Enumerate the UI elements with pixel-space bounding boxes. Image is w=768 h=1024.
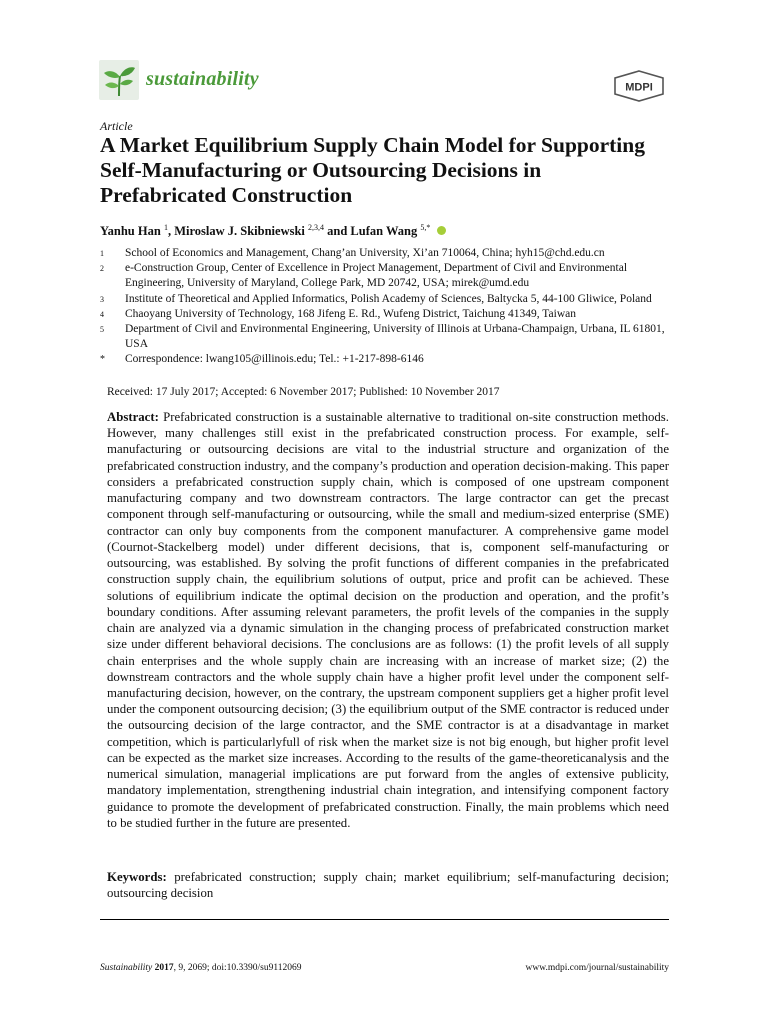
mdpi-logo-icon — [612, 70, 666, 102]
affiliation-text: Institute of Theoretical and Applied Informatics, Polish Academy of Sciences, Baltycka 5, 44-100 Gliwice, Poland — [125, 292, 652, 305]
affiliation-number: 3 — [100, 294, 104, 304]
publisher-name: MDPI — [625, 81, 653, 94]
author-affiliation-mark: 1 — [163, 223, 168, 232]
footer-doi: , 9, 2069; doi:10.3390/su9112069 — [173, 963, 302, 973]
author-name: Yanhu Han — [100, 224, 161, 238]
publication-dates: Received: 17 July 2017; Accepted: 6 November 2017; Published: 10 November 2017 — [107, 386, 500, 398]
affiliation-text: Correspondence: lwang105@illinois.edu; Tel.: +1-217-898-6146 — [125, 353, 424, 366]
sustainability-leaf-logo-icon — [99, 60, 139, 100]
affiliation-number: 4 — [100, 309, 104, 319]
abstract — [107, 409, 669, 831]
affiliation-number: * — [100, 354, 105, 366]
author-affiliation-mark: 5,* — [420, 223, 431, 232]
affiliation-text: e-Construction Group, Center of Excellence in Project Management, Department of Civil and Environmental Engineering, University of Maryland, College Park, MD 20742, USA; mirek@umd.edu — [125, 262, 628, 290]
author-separator: and — [324, 224, 351, 238]
affiliation-number: 1 — [100, 249, 104, 258]
affiliation-number: 2 — [100, 264, 104, 274]
keywords — [107, 869, 669, 901]
author-name: Lufan Wang — [350, 224, 418, 238]
correspondence — [100, 352, 680, 367]
footer-citation — [100, 963, 302, 973]
article-type: Article — [100, 119, 133, 133]
journal-name: sustainability — [146, 68, 259, 90]
mdpi-logo — [612, 70, 666, 102]
affiliation-item — [100, 246, 680, 261]
journal-logo-icon — [99, 60, 139, 100]
affiliation-item — [100, 322, 680, 352]
footer-url[interactable]: www.mdpi.com/journal/sustainability — [525, 963, 669, 973]
author-separator: , — [167, 224, 175, 238]
divider — [100, 919, 669, 920]
affiliation-item — [100, 292, 680, 307]
affiliation-text: Department of Civil and Environmental Engineering, University of Illinois at Urbana-Champaign, Urbana, IL 61801, USA — [125, 323, 665, 351]
affiliation-list — [100, 246, 680, 368]
author-name: Miroslaw J. Skibniewski — [174, 224, 305, 238]
affiliation-item — [100, 307, 680, 322]
affiliation-number: 5 — [100, 325, 104, 335]
author-list — [100, 223, 446, 239]
abstract-label: Abstract: — [107, 410, 159, 424]
footer-journal: Sustainability — [100, 963, 153, 973]
footer-year: 2017 — [154, 963, 174, 973]
abstract-text: Prefabricated construction is a sustainable alternative to traditional on-site construction methods. However, many challenges still exist in the prefabricated construction process. For example, self-manufacturing or outsourcing decisions are vital to the industrial structure and organization of the prefabricated construction industry, and the company’s production and operation decision-making. This paper considers a prefabricated construction supply chain, which is composed of one upstream component manufacturing company and two downstream contractors. The large contractor can get the precast component through self-manufacturing or outsourcing, while the small and medium-sized enterprise (SME) contractor can only buy components from the component manufacturer. A comprehensive game model (Cournot-Stackelberg model) under different decisions, that is, component self-manufacturing or outsourcing, was established. By solving the profit functions of different companies in the prefabricated construction supply chain, the equilibrium solutions of output, price and profit can be achieved. These solutions of equilibrium indicate the optimal decision on the production and operation, and the profit’s boundary conditions. After assuming relevant parameters, the profit levels of the companies in the supply chain are analyzed via a dynamic simulation in the changing process of prefabricated construction market size under different behavioral decisions. The conclusions are as follows: (1) the profit levels of all supply chain enterprises and the whole supply chain are increasing with an increase of market size; (2) the downstream contractors and the whole supply chain have a higher profit level under the component self-manufacturing decision, however, on the contrary, the upstream component suppliers get a higher profit level under the component outsourcing decision; (3) the equilibrium output of the SME contractor is reduced under the outsourcing decision of the large contractor, and the SME contractor is at a disadvantage in market competition, which is particularlyfull of risk when the market size is not big enough, but higher profit level can be expected as the market size increases. According to the results of the game-theoreticanalysis and the numerical simulation, managerial implications are put forward from the angles of extensive publicity, mandatory implementation, strengthening industrial chain integration, and intensifying component factory guidance to promote the development of prefabricated construction. Finally, the main problems which need to be studied further in the future are presented. — [107, 410, 669, 830]
affiliation-text: Chaoyang University of Technology, 168 Jifeng E. Rd., Wufeng District, Taichung 41349, Taiwan — [125, 307, 576, 320]
page-title: A Market Equilibrium Supply Chain Model for Supporting Self-Manufacturing or Outsourcing Decisions in Prefabricated Construction — [100, 133, 645, 207]
affiliation-text: School of Economics and Management, Chang’an University, Xi’an 710064, China; hyh15@chd.edu.cn — [125, 247, 605, 259]
keywords-text: prefabricated construction; supply chain; market equilibrium; self-manufacturing decision; outsourcing decision — [107, 870, 669, 901]
affiliation-item — [100, 261, 680, 291]
keywords-label: Keywords: — [107, 870, 167, 884]
orcid-icon[interactable] — [437, 226, 446, 235]
author-affiliation-mark: 2,3,4 — [308, 223, 325, 232]
